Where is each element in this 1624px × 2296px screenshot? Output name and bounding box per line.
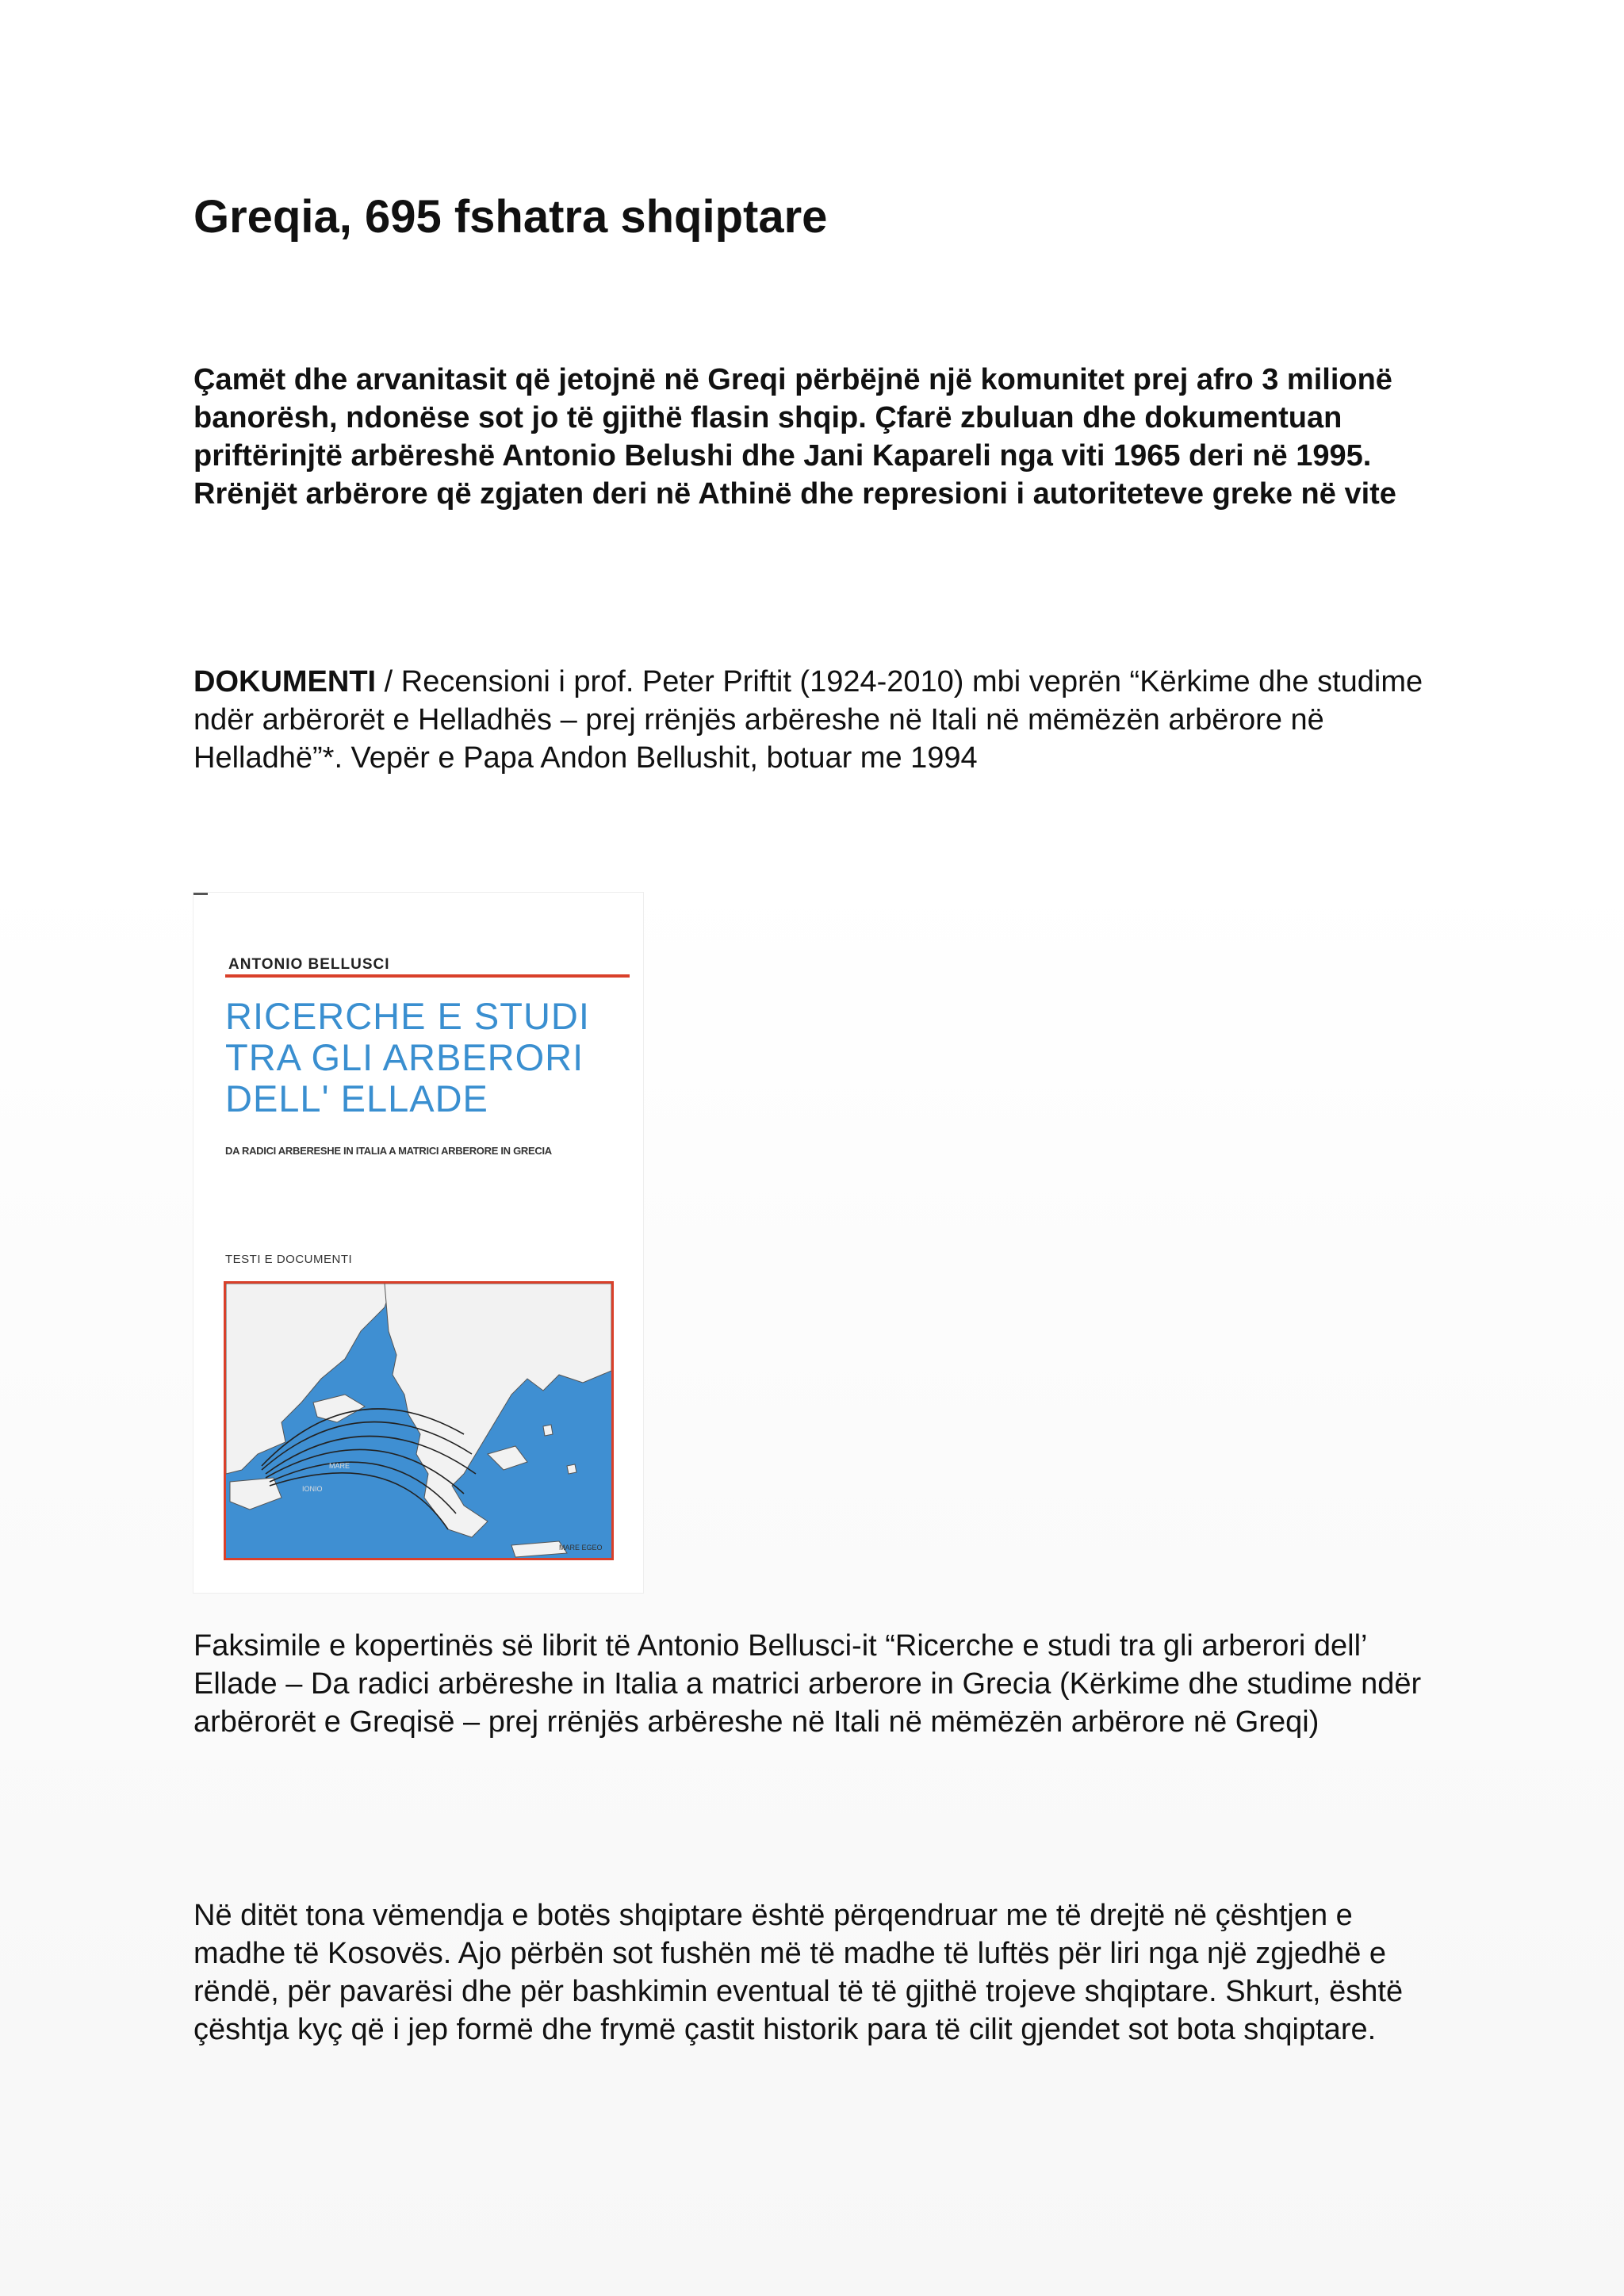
map-illustration xyxy=(226,1284,611,1558)
cover-title-line: TRA GLI ARBERORI xyxy=(225,1036,584,1078)
cover-title xyxy=(225,996,622,1119)
cover-title-line: DELL' ELLADE xyxy=(225,1077,488,1119)
cover-map xyxy=(224,1281,614,1560)
cover-red-rule xyxy=(225,974,630,978)
cover-title-line: RICERCHE E STUDI xyxy=(225,995,590,1037)
article-title: Greqia, 695 fshatra shqiptare xyxy=(193,191,828,243)
article-lead: Çamët dhe arvanitasit që jetojnë në Greqi përbëjnë një komunitet prej afro 3 milionë banorësh, ndonëse sot jo të gjithë flasin shqip. Çfarë zbuluan dhe dokumentuan priftërinjtë arbëreshë Antonio Belushi dhe Jani Kapareli nga viti 1965 deri në 1995. Rrënjët arbërore që zgjaten deri në Athinë dhe represioni i autoriteteve greke në vite xyxy=(193,363,1396,511)
document-note-text: / Recensioni i prof. Peter Priftit (1924-2010) mbi veprën “Kërkime dhe studime ndër arbërorët e Helladhës – prej rrënjës arbëreshe në Itali në mëmëzën arbërore në Helladhë”*. Vepër e Papa Andon Bellushit, botuar me 1994 xyxy=(193,665,1423,775)
cover-subtitle: DA RADICI ARBERESHE IN ITALIA A MATRICI ARBERORE IN GRECIA xyxy=(225,1145,552,1157)
image-caption: Faksimile e kopertinës së librit të Antonio Bellusci-it “Ricerche e studi tra gli arberori dell’ Ellade – Da radici arbëreshe in Italia a matrici arberore in Grecia (Kërkime dhe studime ndër arbërorët e Greqisë – prej rrënjës arbëreshe në Itali në mëmëzën arbërore në Greqi) xyxy=(193,1629,1422,1739)
map-label: MARE xyxy=(329,1462,350,1470)
cover-author: ANTONIO BELLUSCI xyxy=(228,956,390,973)
map-label: IONIO xyxy=(302,1485,323,1493)
book-cover-image xyxy=(193,893,643,1593)
cover-top-mark xyxy=(193,893,208,895)
cover-series: TESTI E DOCUMENTI xyxy=(225,1253,353,1266)
document-note xyxy=(193,663,1431,777)
document-label: DOKUMENTI xyxy=(193,665,377,698)
map-label: MARE EGEO xyxy=(559,1544,603,1552)
body-paragraph: Në ditët tona vëmendja e botës shqiptare është përqendruar me të drejtë në çështjen e madhe të Kosovës. Ajo përbën sot fushën më të madhe të luftës për liri nga një zgjedhë e rëndë, për pavarësi dhe për bashkimin eventual të të gjithë trojeve shqiptare. Shkurt, është çështja kyç që i jep formë dhe frymë çastit historik para të cilit gjendet sot bota shqiptare. xyxy=(193,1899,1404,2046)
